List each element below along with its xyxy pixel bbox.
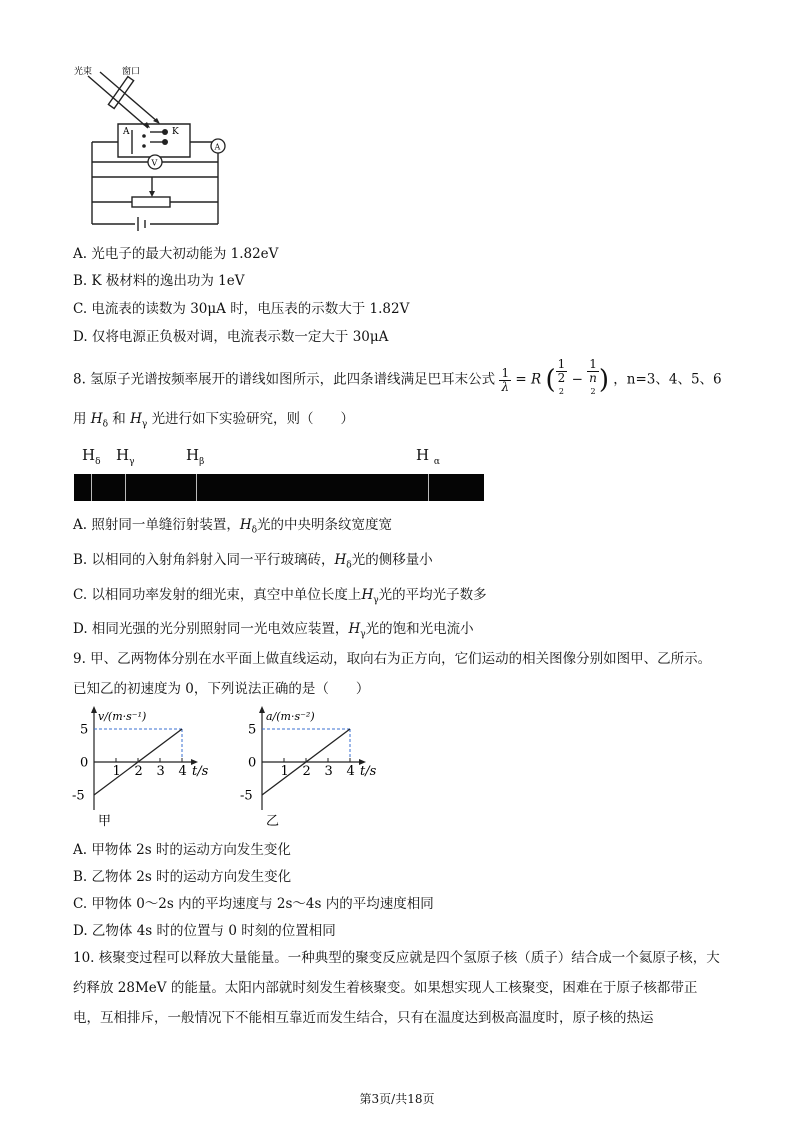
acceleration-time-graph [236, 700, 386, 830]
x-tick-label: 2 [302, 764, 311, 779]
q7-option-c: C. 电流表的读数为 30μA 时，电压表的示数大于 1.82V [73, 301, 410, 317]
y-tick-label: -5 [72, 788, 85, 804]
q9-option-b: B. 乙物体 2s 时的运动方向发生变化 [73, 869, 292, 885]
q9-stem: 9. 甲、乙两物体分别在水平面上做直线运动，取向右为正方向，它们运动的相关图像分别如图甲、乙所示。已知乙的初速度为 0，下列说法正确的是（ ） [73, 651, 712, 697]
spectrum-label-h-beta: $H_\beta$ [186, 446, 205, 467]
x-tick-label: 2 [134, 764, 143, 779]
q8-option-c: C. 以相同功率发射的细光束，真空中单位长度上$H_\gamma$光的平均光子数多 [73, 587, 487, 606]
y-tick-label: 5 [248, 722, 257, 738]
graph-caption: 甲 [98, 814, 112, 829]
q9-option-c: C. 甲物体 0～2s 内的平均速度与 2s～4s 内的平均速度相同 [73, 896, 434, 912]
q8-stem-line2: 用 $H_\delta$ 和 $H_\gamma$ 光进行如下实验研究，则（ ） [73, 411, 355, 430]
y-axis-arrow [259, 706, 265, 713]
q7-option-a: A. 光电子的最大初动能为 1.82eV [73, 246, 279, 262]
q8-option-b: B. 以相同的入射角斜射入同一平行玻璃砖，$H_\delta$光的侧移量小 [73, 552, 433, 571]
x-tick-label: 3 [324, 764, 333, 779]
anode-label: A [123, 127, 130, 137]
x-tick-label: 1 [112, 764, 121, 779]
y-axis-label: v/(m·s⁻¹) [98, 710, 147, 723]
q7-option-d: D. 仅将电源正负极对调，电流表示数一定大于 30μA [73, 329, 389, 345]
spectrum-bar [74, 474, 484, 501]
light-beam-label: 光束 [74, 67, 93, 77]
y-tick-label: -5 [240, 788, 253, 804]
window-label: 窗口 [122, 67, 141, 77]
x-tick-label: 4 [178, 764, 187, 779]
x-tick-label: 4 [346, 764, 355, 779]
page-number: 第3页/共18页 [359, 1092, 435, 1106]
voltmeter-label: V [151, 158, 158, 168]
x-axis-label: t/s [360, 764, 377, 779]
y-tick-label: 5 [80, 722, 89, 738]
spectrum-label-h-alpha: H $_\alpha$ [416, 446, 440, 467]
photoelectric-circuit-diagram [70, 62, 240, 232]
spectral-line-h-beta [196, 474, 197, 501]
y-axis-label: a/(m·s⁻²) [266, 710, 315, 723]
formula-lhs: $\frac{1}{\lambda}$ [501, 365, 510, 394]
x-axis-label: t/s [192, 764, 209, 779]
y-tick-label: 0 [80, 755, 89, 771]
cathode-label: K [172, 127, 179, 137]
q8-option-d: D. 相同光强的光分别照射同一光电效应装置，$H_\gamma$光的饱和光电流小 [73, 621, 474, 640]
spectral-line-h-delta [91, 474, 92, 501]
y-tick-label: 0 [248, 755, 257, 771]
x-tick-label: 3 [156, 764, 165, 779]
spectrum-label-h-gamma: $H_\gamma$ [116, 446, 135, 467]
q8-option-a: A. 照射同一单缝衍射装置，$H_\delta$光的中央明条纹宽度宽 [73, 517, 393, 536]
velocity-time-graph [68, 700, 218, 830]
q9-option-a: A. 甲物体 2s 时的运动方向发生变化 [73, 842, 291, 858]
hydrogen-spectrum-figure [74, 440, 486, 504]
spectral-line-h-alpha [428, 474, 429, 501]
ammeter-label: A [214, 142, 221, 152]
spectrum-label-h-delta: $H_\delta$ [82, 446, 101, 467]
q8-stem: 8. 氢原子光谱按频率展开的谱线如图所示，此四条谱线满足巴耳末公式 $\frac{1}{\lambda}$ = R ( 1 2 $^2$ − 1 n $^2$ ) ，n=3、4、5、6 [73, 357, 722, 396]
q10-stem: 10. 核聚变过程可以释放大量能量。一种典型的聚变反应就是四个氢原子核（质子）结合成一个氦原子核，大约释放 28MeV 的能量。太阳内部就时刻发生着核聚变。如果想实现人工核聚变，困难在于原子核都带正电，互相排斥，一般情况下不能相互靠近而发生结合，只有在温度达到极高温度时，原子核的热运 [73, 950, 720, 1026]
x-tick-label: 1 [280, 764, 289, 779]
q7-option-b: B. K 极材料的逸出功为 1eV [73, 273, 245, 289]
y-axis-arrow [91, 706, 97, 713]
spectral-line-h-gamma [125, 474, 126, 501]
graph-caption: 乙 [266, 814, 280, 829]
q9-option-d: D. 乙物体 4s 时的位置与 0 时刻的位置相同 [73, 923, 336, 939]
